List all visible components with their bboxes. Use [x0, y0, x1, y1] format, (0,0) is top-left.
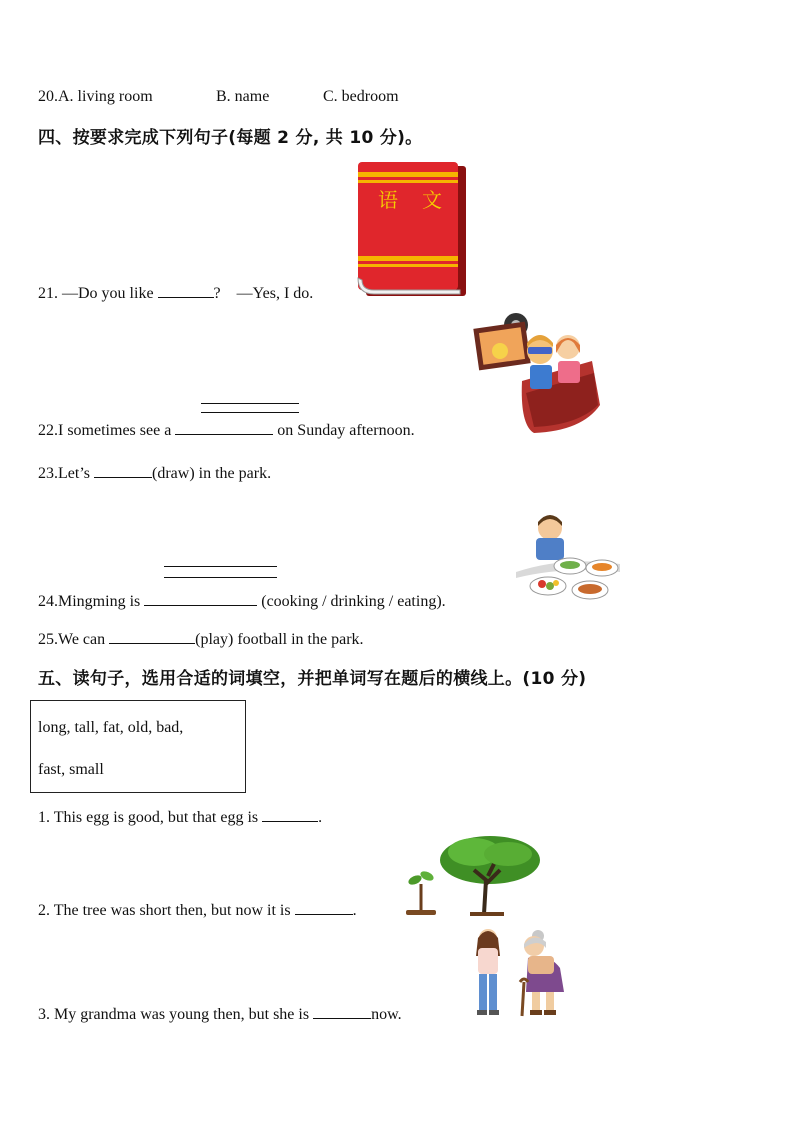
s2-prompt: 2. The tree was short then, but now it is: [38, 902, 291, 919]
q25-prompt: 25.We can: [38, 631, 106, 648]
s3-answer-blank[interactable]: [313, 1003, 371, 1019]
q20-option-b: B. name: [216, 88, 270, 105]
cinema-movie-illustration: [474, 313, 602, 435]
q25-tail: (play) football in the park.: [195, 631, 364, 648]
word-bank-box: [30, 700, 246, 793]
s2-line: [38, 899, 357, 921]
q20-option-c: C. bedroom: [323, 88, 399, 105]
eating-boy-illustration: [516, 512, 622, 604]
q23-line: [38, 462, 271, 484]
s2-answer-blank[interactable]: [295, 899, 353, 915]
q24-prompt: 24.Mingming is: [38, 593, 141, 610]
tree-growth-illustration: [404, 834, 542, 916]
s1-prompt: 1. This egg is good, but that egg is: [38, 809, 259, 826]
s3-line: [38, 1003, 402, 1025]
q20-option-a: A. living room: [58, 88, 153, 105]
s1-line: [38, 806, 322, 828]
q22-answer-blank[interactable]: [175, 419, 273, 435]
q21-prompt: 21. —Do you like: [38, 285, 154, 302]
q21-answer-blank[interactable]: [158, 282, 214, 298]
q20-line: [38, 87, 153, 107]
q21-question-mark: ?: [213, 285, 221, 302]
word-bank-line-1: long, tall, fat, old, bad,: [38, 719, 184, 736]
q24-line: [38, 590, 446, 612]
q25-answer-blank[interactable]: [109, 628, 195, 644]
q23-answer-blank[interactable]: [94, 462, 152, 478]
q24-answer-blank[interactable]: [144, 590, 257, 606]
s3-tail: now.: [371, 1006, 402, 1023]
section-5-heading: 五、读句子，选用合适的词填空，并把单词写在题后的横线上。(10 分): [38, 669, 587, 689]
q24-tail: (cooking / drinking / eating).: [261, 593, 446, 610]
q23-prompt: 23.Let’s: [38, 465, 90, 482]
q22-tail: on Sunday afternoon.: [277, 422, 415, 439]
word-bank-line-2: fast, small: [38, 761, 104, 778]
q21-reply: —Yes, I do.: [236, 285, 314, 302]
section-4-heading: 四、按要求完成下列句子(每题 2 分, 共 10 分)。: [38, 128, 423, 148]
q24-rules: [164, 566, 277, 588]
s1-tail: .: [318, 809, 323, 826]
q21-line: [38, 282, 313, 304]
q20-number: 20.: [38, 88, 58, 105]
q23-tail: (draw) in the park.: [152, 465, 272, 482]
young-and-old-illustration: [468, 926, 576, 1020]
q22-prompt: 22.I sometimes see a: [38, 422, 172, 439]
s2-tail: .: [352, 902, 357, 919]
q22-line: [38, 419, 415, 441]
book-label-2: 文: [422, 188, 442, 212]
q25-line: [38, 628, 364, 650]
book-label-1: 语: [378, 188, 398, 212]
s3-prompt: 3. My grandma was young then, but she is: [38, 1006, 310, 1023]
s1-answer-blank[interactable]: [262, 806, 318, 822]
chinese-book-illustration: [356, 160, 468, 298]
